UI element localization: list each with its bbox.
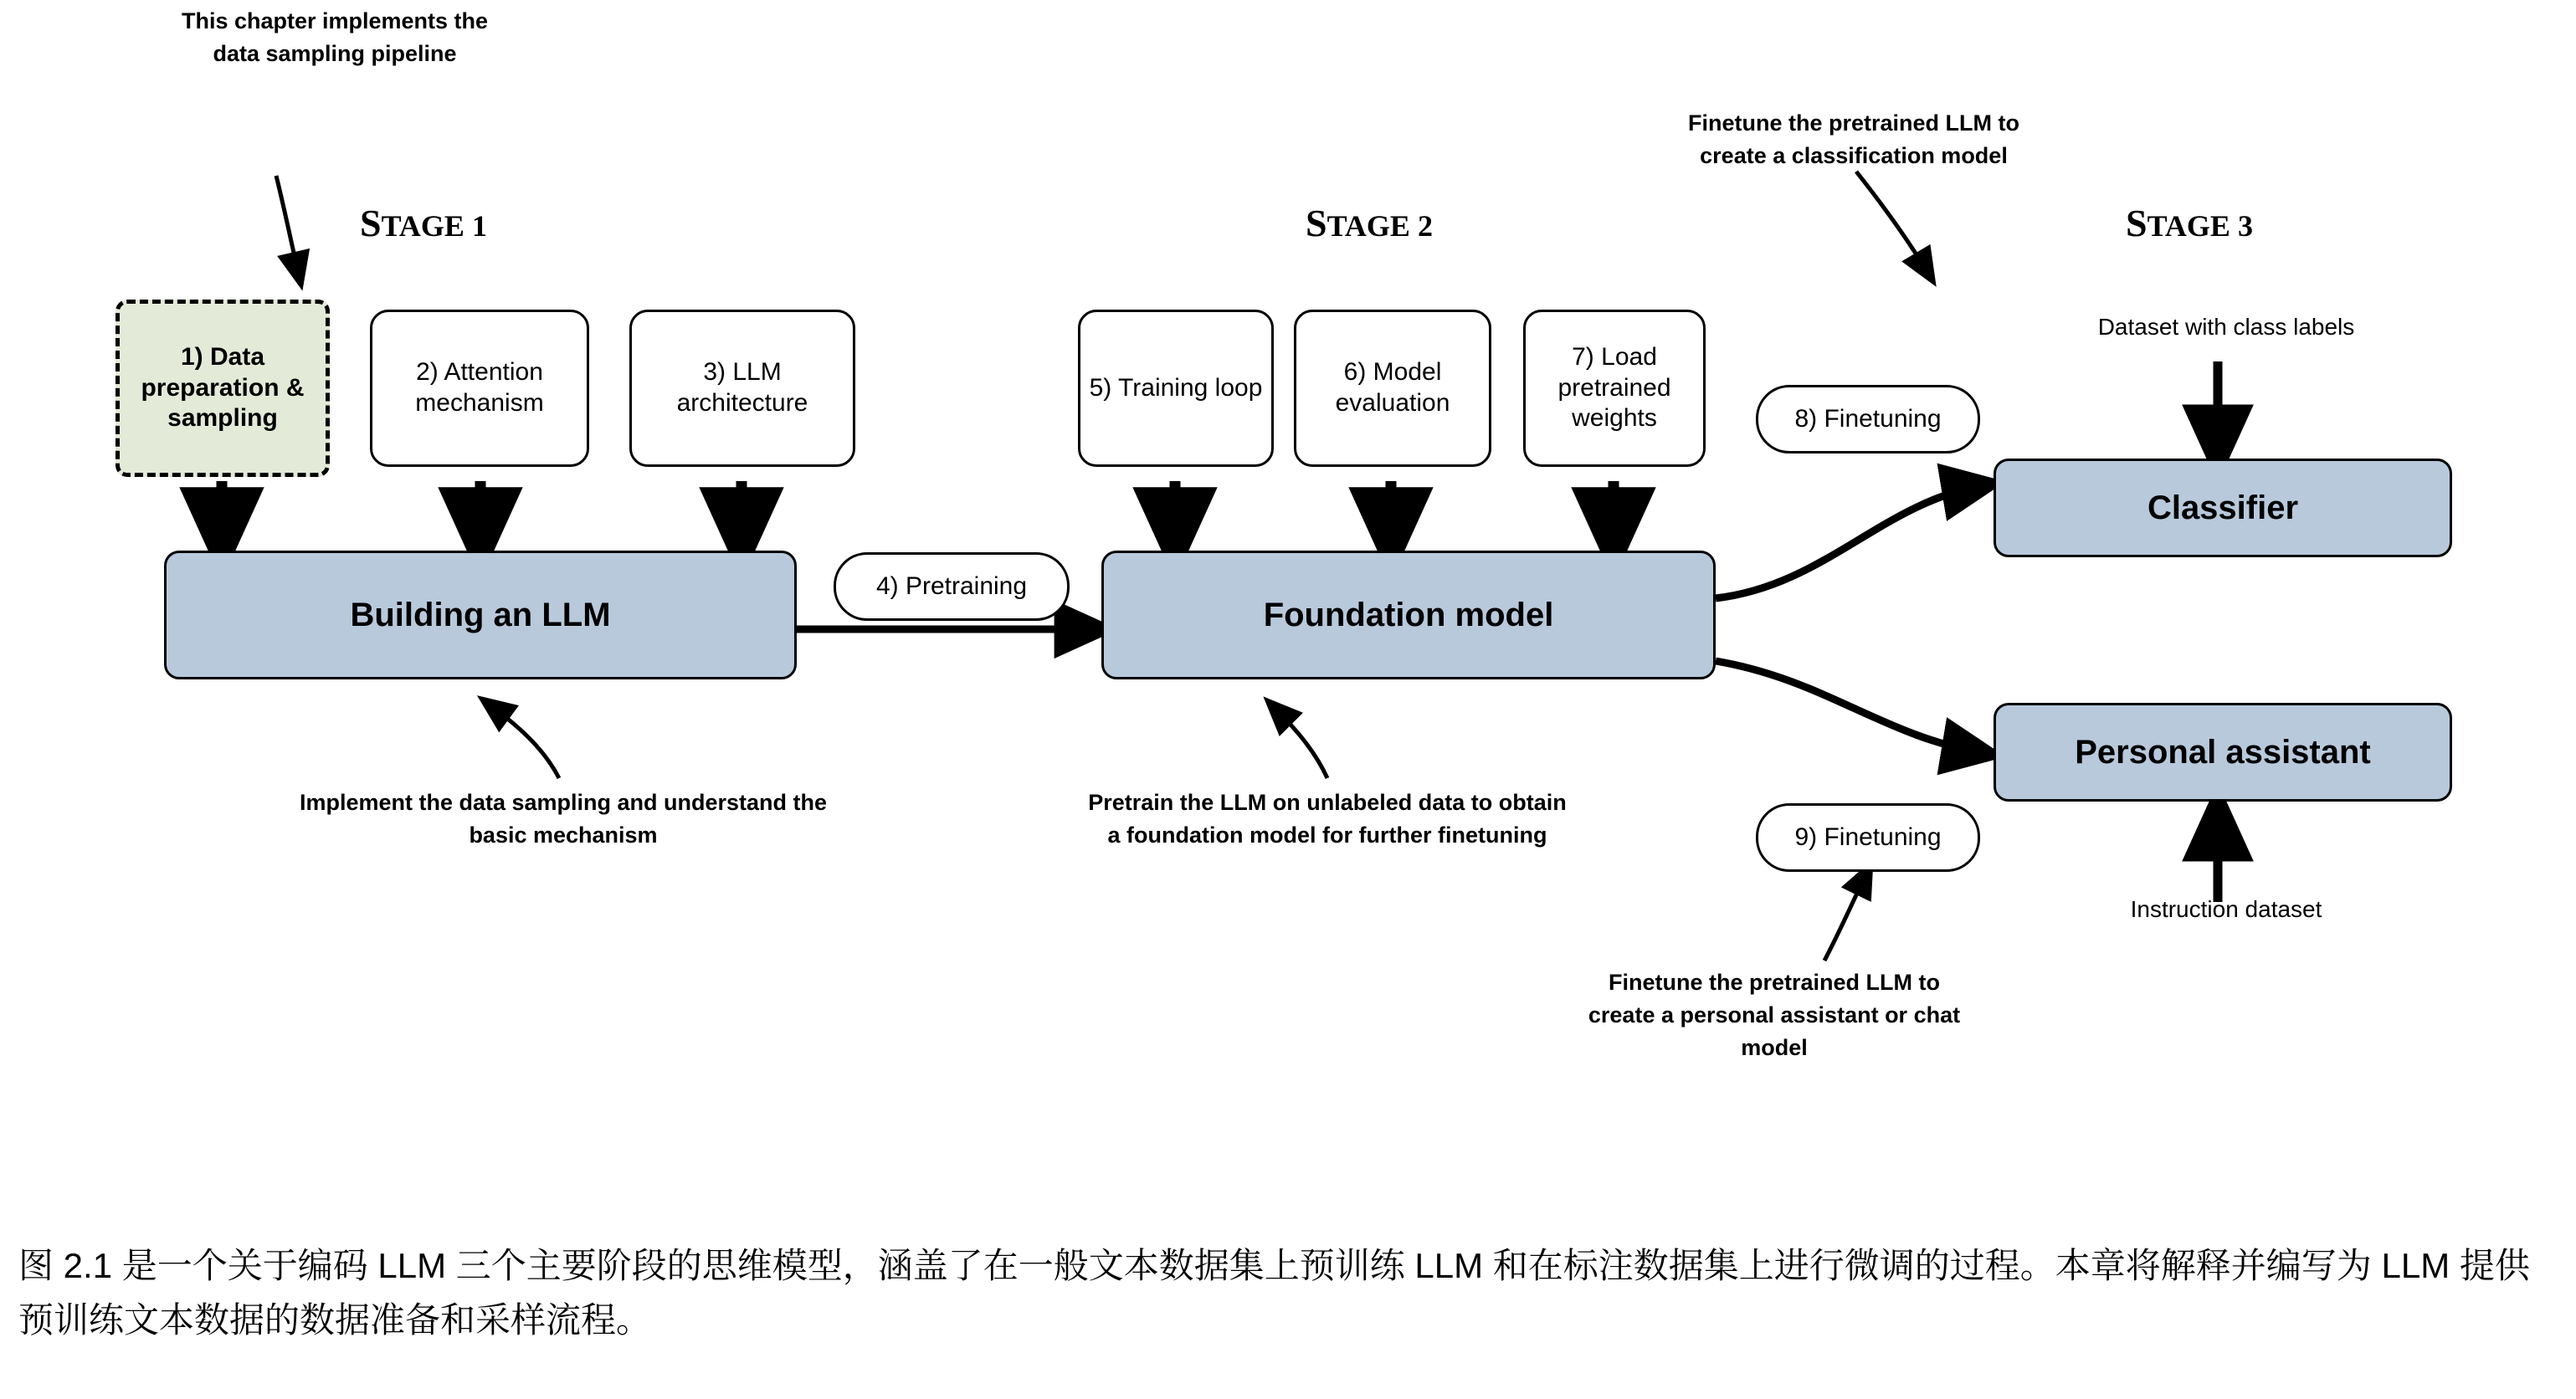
node-attention-mechanism[interactable]: 2) Attention mechanism <box>370 310 589 467</box>
stage-1-initial: S <box>360 202 382 244</box>
stage-3-initial: S <box>2126 202 2148 244</box>
node-data-preparation-sampling[interactable]: 1) Data preparation & sampling <box>115 300 330 477</box>
node-finetuning-8[interactable]: 8) Finetuning <box>1756 385 1980 454</box>
stage-1-heading <box>360 201 487 245</box>
node-llm-architecture[interactable]: 3) LLM architecture <box>629 310 855 467</box>
node-load-pretrained-weights[interactable]: 7) Load pretrained weights <box>1523 310 1706 467</box>
annotation-this-chapter: This chapter implements the data sampling pipeline <box>181 8 489 67</box>
node-model-evaluation[interactable]: 6) Model evaluation <box>1294 310 1491 467</box>
annotation-pretrain-llm: Pretrain the LLM on unlabeled data to obtain a foundation model for further finetuning <box>1088 790 1567 848</box>
figure-caption: 图 2.1 是一个关于编码 LLM 三个主要阶段的思维模型，涵盖了在一般文本数据集上预训练 LLM 和在标注数据集上进行微调的过程。本章将解释并编写为 LLM 提供预训练文本数据的数据准备和采样流程。 <box>18 1246 2530 1340</box>
annotation-implement-data-sampling: Implement the data sampling and understand the basic mechanism <box>299 790 828 848</box>
label-dataset-with-class-labels: Dataset with class labels <box>2097 314 2355 340</box>
stage-3-rest: TAGE 3 <box>2147 209 2253 243</box>
node-classifier[interactable]: Classifier <box>1994 459 2452 557</box>
stage-2-initial: S <box>1306 202 1327 244</box>
node-building-an-llm[interactable]: Building an LLM <box>164 551 797 679</box>
node-personal-assistant[interactable]: Personal assistant <box>1994 703 2452 802</box>
stage-3-heading <box>2126 201 2253 245</box>
node-finetuning-9[interactable]: 9) Finetuning <box>1756 803 1980 872</box>
annotation-finetune-classification: Finetune the pretrained LLM to create a classification model <box>1688 110 2019 169</box>
stage-2-rest: TAGE 2 <box>1326 209 1433 243</box>
label-instruction-dataset: Instruction dataset <box>2130 896 2322 922</box>
stage-2-heading <box>1306 201 1433 245</box>
node-pretraining[interactable]: 4) Pretraining <box>834 552 1070 621</box>
annotation-finetune-personal-assistant: Finetune the pretrained LLM to create a personal assistant or chat model <box>1588 970 1961 1061</box>
node-training-loop[interactable]: 5) Training loop <box>1078 310 1274 467</box>
node-foundation-model[interactable]: Foundation model <box>1101 551 1716 679</box>
stage-1-rest: TAGE 1 <box>381 209 487 243</box>
